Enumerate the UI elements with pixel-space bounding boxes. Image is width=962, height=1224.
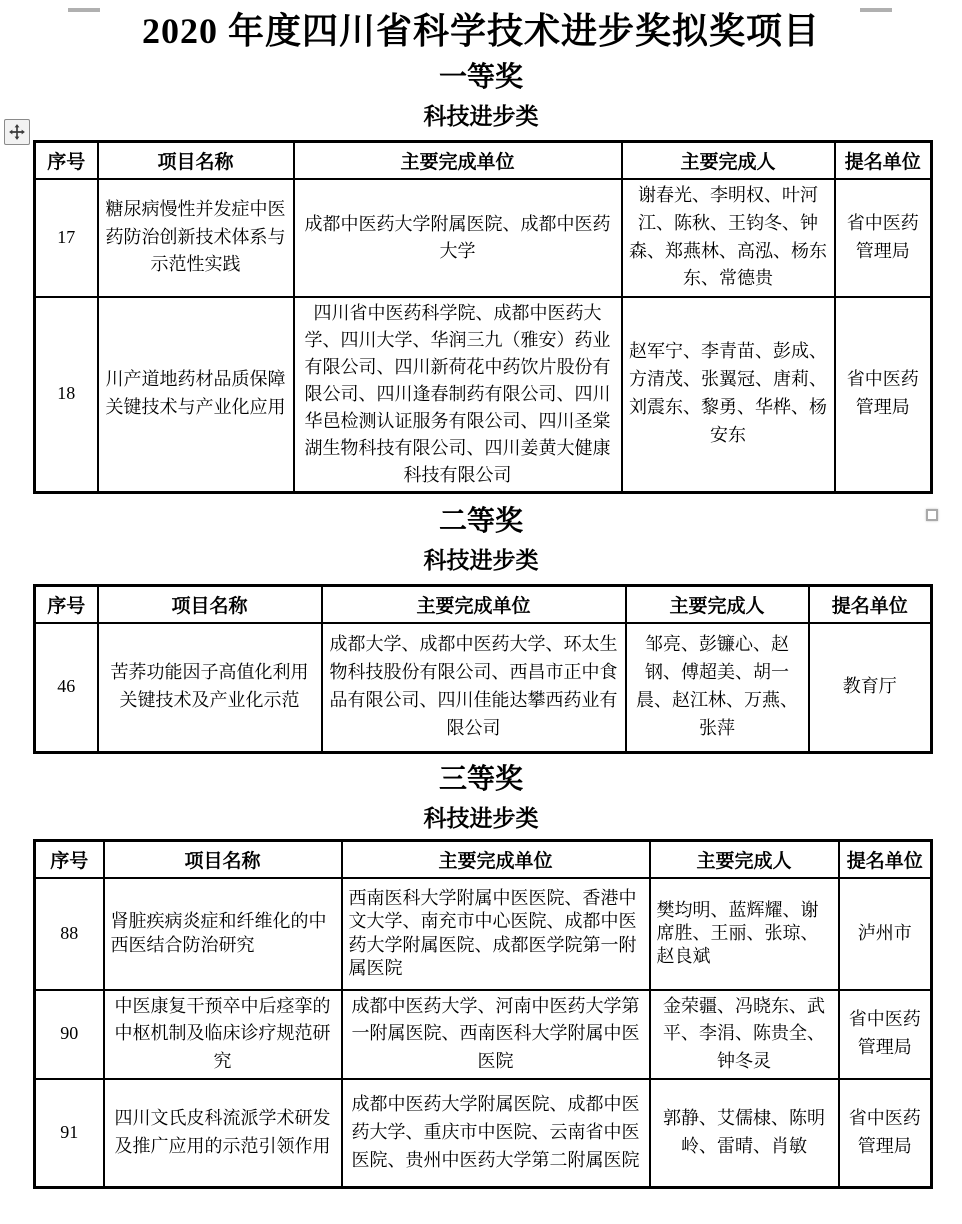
awards-table-third-prize xyxy=(33,839,933,1189)
header-row xyxy=(35,142,932,179)
cell-main-completing-units: 成都中医药大学、河南中医药大学第一附属医院、西南医科大学附属中医医院 xyxy=(342,990,650,1080)
table-move-handle[interactable] xyxy=(4,119,30,145)
cell-serial-number: 90 xyxy=(35,990,104,1080)
cell-nominating-unit: 教育厅 xyxy=(809,623,932,753)
header-row xyxy=(35,841,932,878)
cell-project-name: 川产道地药材品质保障关键技术与产业化应用 xyxy=(98,297,294,493)
table-resize-handle[interactable] xyxy=(926,509,938,521)
column-header-main-completers: 主要完成人 xyxy=(650,841,839,878)
cell-nominating-unit: 省中医药管理局 xyxy=(839,990,932,1080)
cell-project-name: 肾脏疾病炎症和纤维化的中西医结合防治研究 xyxy=(104,878,342,990)
cell-main-completing-units: 西南医科大学附属中医医院、香港中文大学、南充市中心医院、成都中医药大学附属医院、成都医学院第一附属医院 xyxy=(342,878,650,990)
section-second-prize xyxy=(0,504,962,754)
award-category-heading: 科技进步类 xyxy=(423,548,539,573)
cell-project-name: 苦荞功能因子高值化利用关键技术及产业化示范 xyxy=(98,623,322,753)
cell-project-name: 糖尿病慢性并发症中医药防治创新技术体系与示范性实践 xyxy=(98,179,294,297)
cell-serial-number: 46 xyxy=(35,623,98,753)
award-level-heading: 二等奖 xyxy=(438,506,523,537)
column-header-serial-number: 序号 xyxy=(35,586,98,623)
cell-main-completing-units: 成都大学、成都中医药大学、环太生物科技股份有限公司、西昌市正中食品有限公司、四川佳能达攀西药业有限公司 xyxy=(322,623,626,753)
awards-table-second-prize xyxy=(33,584,933,754)
cell-project-name: 四川文氏皮科流派学术研发及推广应用的示范引领作用 xyxy=(104,1079,342,1187)
table-row xyxy=(35,623,932,753)
cell-main-completing-units: 成都中医药大学附属医院、成都中医药大学 xyxy=(294,179,622,297)
column-header-nominating-unit: 提名单位 xyxy=(839,841,932,878)
cell-nominating-unit: 省中医药管理局 xyxy=(835,179,932,297)
award-category-heading: 科技进步类 xyxy=(423,104,539,129)
cell-main-completing-units: 四川省中医药科学院、成都中医药大学、四川大学、华润三九（雅安）药业有限公司、四川新荷花中药饮片股份有限公司、四川逢春制药有限公司、四川华邑检测认证服务有限公司、四川圣棠湖生物科技有限公司、四川姜黄大健康科技有限公司 xyxy=(294,297,622,493)
column-header-nominating-unit: 提名单位 xyxy=(809,586,932,623)
column-header-serial-number: 序号 xyxy=(35,142,98,179)
column-header-main-completing-units: 主要完成单位 xyxy=(342,841,650,878)
cell-serial-number: 18 xyxy=(35,297,98,493)
cell-nominating-unit: 省中医药管理局 xyxy=(835,297,932,493)
cell-main-completers: 金荣疆、冯晓东、武平、李涓、陈贵全、钟冬灵 xyxy=(650,990,839,1080)
cell-main-completers: 赵军宁、李青苗、彭成、方清茂、张翼冠、唐莉、刘震东、黎勇、华桦、杨安东 xyxy=(622,297,835,493)
table-row xyxy=(35,297,932,493)
page-margin-mark xyxy=(860,8,892,12)
column-header-project-name: 项目名称 xyxy=(98,142,294,179)
column-header-project-name: 项目名称 xyxy=(104,841,342,878)
column-header-serial-number: 序号 xyxy=(35,841,104,878)
cell-serial-number: 88 xyxy=(35,878,104,990)
cell-main-completers: 邹亮、彭镰心、赵钢、傅超美、胡一晨、赵江林、万燕、张萍 xyxy=(626,623,809,753)
document-title: 2020 年度四川省科学技术进步奖拟奖项目 xyxy=(141,11,820,51)
cell-nominating-unit: 泸州市 xyxy=(839,878,932,990)
award-category-heading: 科技进步类 xyxy=(423,806,539,831)
cell-serial-number: 17 xyxy=(35,179,98,297)
page-margin-mark xyxy=(68,8,100,12)
column-header-nominating-unit: 提名单位 xyxy=(835,142,932,179)
column-header-project-name: 项目名称 xyxy=(98,586,322,623)
cell-main-completers: 樊均明、蓝辉耀、谢席胜、王丽、张琼、赵良斌 xyxy=(650,878,839,990)
section-first-prize xyxy=(0,60,962,494)
column-header-main-completers: 主要完成人 xyxy=(622,142,835,179)
table-row xyxy=(35,1079,932,1187)
column-header-main-completing-units: 主要完成单位 xyxy=(322,586,626,623)
section-third-prize xyxy=(0,762,962,1189)
header-row xyxy=(35,586,932,623)
cell-main-completers: 郭静、艾儒棣、陈明岭、雷晴、肖敏 xyxy=(650,1079,839,1187)
column-header-main-completers: 主要完成人 xyxy=(626,586,809,623)
awards-table-first-prize xyxy=(33,140,933,494)
table-row xyxy=(35,990,932,1080)
move-cross-icon xyxy=(8,123,26,141)
cell-project-name: 中医康复干预卒中后痉挛的中枢机制及临床诊疗规范研究 xyxy=(104,990,342,1080)
column-header-main-completing-units: 主要完成单位 xyxy=(294,142,622,179)
table-row xyxy=(35,179,932,297)
cell-serial-number: 91 xyxy=(35,1079,104,1187)
document-page xyxy=(0,8,962,1224)
cell-nominating-unit: 省中医药管理局 xyxy=(839,1079,932,1187)
cell-main-completing-units: 成都中医药大学附属医院、成都中医药大学、重庆市中医院、云南省中医医院、贵州中医药大学第二附属医院 xyxy=(342,1079,650,1187)
table-row xyxy=(35,878,932,990)
award-level-heading: 一等奖 xyxy=(438,62,523,93)
award-level-heading: 三等奖 xyxy=(438,764,523,795)
cell-main-completers: 谢春光、李明权、叶河江、陈秋、王钧冬、钟森、郑燕林、高泓、杨东东、常德贵 xyxy=(622,179,835,297)
